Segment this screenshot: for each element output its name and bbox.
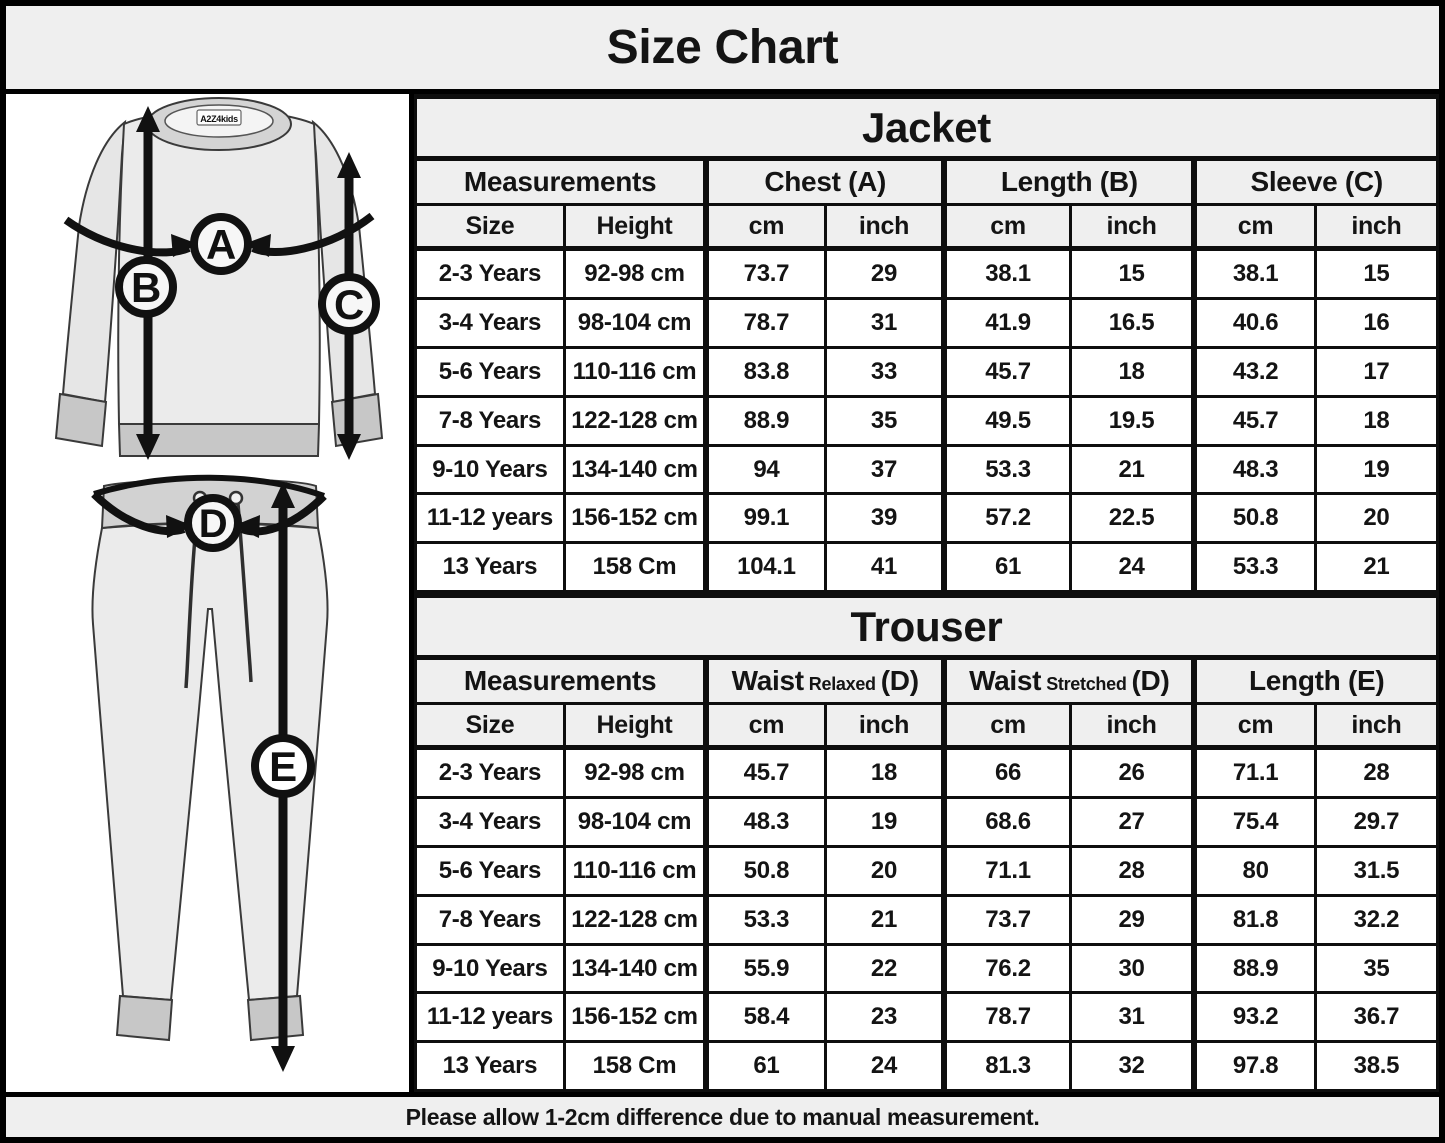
column-group-header [416, 658, 707, 704]
size-tables [414, 94, 1439, 1092]
table-row [416, 396, 1438, 445]
table-cell: 78.7 [706, 299, 825, 348]
table-cell: 71.1 [1194, 748, 1315, 798]
table-cell: 83.8 [706, 348, 825, 397]
measurement-note-text: Please allow 1-2cm difference due to manual measurement. [405, 1103, 1040, 1130]
table-cell: 45.7 [706, 748, 825, 798]
table-row [416, 847, 1438, 896]
measurement-note [6, 1092, 1439, 1137]
table-cell: 27 [1070, 798, 1194, 847]
table-cell: 5-6 Years [416, 847, 565, 896]
table-cell: 76.2 [944, 944, 1070, 993]
marker-a-letter: A [205, 221, 237, 268]
table-cell: 29 [825, 249, 944, 299]
table-cell: 11-12 years [416, 993, 565, 1042]
column-subheader: cm [1194, 704, 1315, 748]
table-row [416, 543, 1438, 592]
table-cell: 15 [1070, 249, 1194, 299]
table-cell: 9-10 Years [416, 445, 565, 494]
table-cell: 81.3 [944, 1042, 1070, 1091]
table-cell: 58.4 [706, 993, 825, 1042]
table-cell: 28 [1070, 847, 1194, 896]
main-area [6, 94, 1439, 1092]
column-group-header [944, 159, 1194, 205]
table-cell: 32 [1070, 1042, 1194, 1091]
table-row [416, 299, 1438, 348]
right-ankle-cuff [248, 996, 303, 1040]
table-cell: 38.5 [1315, 1042, 1437, 1091]
table-cell: 21 [1070, 445, 1194, 494]
table-cell: 50.8 [706, 847, 825, 896]
column-subheader: inch [1070, 704, 1194, 748]
trouser-subheader-row [416, 704, 1438, 748]
table-cell: 61 [944, 543, 1070, 592]
table-cell: 20 [1315, 494, 1437, 543]
table-cell: 156-152 cm [564, 993, 706, 1042]
jacket-section [414, 94, 1439, 593]
table-cell: 122-128 cm [564, 895, 706, 944]
column-subheader: inch [825, 704, 944, 748]
table-cell: 53.3 [1194, 543, 1315, 592]
table-row [416, 798, 1438, 847]
table-cell: 26 [1070, 748, 1194, 798]
table-row [416, 494, 1438, 543]
table-cell: 45.7 [1194, 396, 1315, 445]
left-ankle-cuff [117, 996, 172, 1040]
table-cell: 97.8 [1194, 1042, 1315, 1091]
column-group-header-text: Waist [731, 665, 804, 696]
table-cell: 48.3 [706, 798, 825, 847]
marker-e-letter: E [269, 743, 297, 790]
table-cell: 36.7 [1315, 993, 1437, 1042]
table-cell: 21 [1315, 543, 1437, 592]
table-cell: 104.1 [706, 543, 825, 592]
column-subheader: inch [1315, 205, 1437, 249]
table-row [416, 445, 1438, 494]
table-cell: 19 [1315, 445, 1437, 494]
table-cell: 92-98 cm [564, 748, 706, 798]
table-cell: 19 [825, 798, 944, 847]
table-row [416, 1042, 1438, 1091]
column-subheader: cm [944, 205, 1070, 249]
table-cell: 71.1 [944, 847, 1070, 896]
table-cell: 99.1 [706, 494, 825, 543]
table-cell: 158 Cm [564, 1042, 706, 1091]
table-cell: 18 [1070, 348, 1194, 397]
table-row [416, 993, 1438, 1042]
table-cell: 29.7 [1315, 798, 1437, 847]
table-cell: 18 [1315, 396, 1437, 445]
table-cell: 23 [825, 993, 944, 1042]
table-cell: 2-3 Years [416, 249, 565, 299]
column-group-header [706, 159, 944, 205]
table-cell: 73.7 [944, 895, 1070, 944]
column-subheader: cm [944, 704, 1070, 748]
table-cell: 33 [825, 348, 944, 397]
trouser-table [414, 593, 1439, 1092]
table-cell: 30 [1070, 944, 1194, 993]
table-cell: 31.5 [1315, 847, 1437, 896]
table-cell: 29 [1070, 895, 1194, 944]
column-group-header-text: Measurements [463, 166, 657, 197]
table-cell: 28 [1315, 748, 1437, 798]
table-cell: 38.1 [944, 249, 1070, 299]
column-group-header [706, 658, 944, 704]
column-group-header-text: Measurements [463, 665, 657, 696]
table-cell: 7-8 Years [416, 396, 565, 445]
table-cell: 68.6 [944, 798, 1070, 847]
table-cell: 11-12 years [416, 494, 565, 543]
table-cell: 38.1 [1194, 249, 1315, 299]
table-cell: 75.4 [1194, 798, 1315, 847]
table-cell: 17 [1315, 348, 1437, 397]
garment-sketch [6, 94, 409, 1092]
left-cuff [56, 394, 106, 446]
column-subheader: Height [564, 704, 706, 748]
table-cell: 55.9 [706, 944, 825, 993]
table-cell: 19.5 [1070, 396, 1194, 445]
table-cell: 32.2 [1315, 895, 1437, 944]
table-cell: 13 Years [416, 543, 565, 592]
table-cell: 98-104 cm [564, 798, 706, 847]
table-cell: 3-4 Years [416, 299, 565, 348]
column-subheader: inch [1070, 205, 1194, 249]
table-cell: 22 [825, 944, 944, 993]
table-cell: 24 [825, 1042, 944, 1091]
table-cell: 2-3 Years [416, 748, 565, 798]
table-cell: 81.8 [1194, 895, 1315, 944]
marker-d-letter: D [198, 502, 228, 546]
table-cell: 41.9 [944, 299, 1070, 348]
column-subheader: inch [825, 205, 944, 249]
column-subheader: Size [416, 704, 565, 748]
table-cell: 5-6 Years [416, 348, 565, 397]
table-cell: 93.2 [1194, 993, 1315, 1042]
page-title [6, 6, 1439, 94]
column-subheader: inch [1315, 704, 1437, 748]
column-subheader: Height [564, 205, 706, 249]
column-subheader: Size [416, 205, 565, 249]
table-cell: 110-116 cm [564, 348, 706, 397]
table-cell: 31 [1070, 993, 1194, 1042]
table-cell: 13 Years [416, 1042, 565, 1091]
table-cell: 22.5 [1070, 494, 1194, 543]
table-cell: 92-98 cm [564, 249, 706, 299]
table-cell: 156-152 cm [564, 494, 706, 543]
table-cell: 158 Cm [564, 543, 706, 592]
column-group-header-text: (D) [880, 665, 919, 696]
table-row [416, 895, 1438, 944]
table-cell: 21 [825, 895, 944, 944]
table-cell: 78.7 [944, 993, 1070, 1042]
table-cell: 43.2 [1194, 348, 1315, 397]
table-cell: 35 [825, 396, 944, 445]
table-row [416, 944, 1438, 993]
table-row [416, 348, 1438, 397]
column-subheader: cm [706, 704, 825, 748]
jacket-group-header-row [416, 159, 1438, 205]
column-group-header-text: Relaxed [808, 674, 876, 694]
table-cell: 61 [706, 1042, 825, 1091]
table-cell: 57.2 [944, 494, 1070, 543]
column-group-header-text: Sleeve (C) [1250, 166, 1383, 197]
table-cell: 37 [825, 445, 944, 494]
table-cell: 80 [1194, 847, 1315, 896]
sleeve-arrow-down [337, 434, 361, 460]
left-sleeve [63, 122, 125, 402]
table-cell: 35 [1315, 944, 1437, 993]
table-cell: 40.6 [1194, 299, 1315, 348]
table-cell: 53.3 [944, 445, 1070, 494]
column-group-header [1194, 159, 1437, 205]
table-cell: 88.9 [1194, 944, 1315, 993]
table-cell: 3-4 Years [416, 798, 565, 847]
table-cell: 94 [706, 445, 825, 494]
table-cell: 9-10 Years [416, 944, 565, 993]
table-cell: 49.5 [944, 396, 1070, 445]
trouser-section [414, 593, 1439, 1092]
brand-label-text: A2Z4kids [200, 114, 238, 124]
table-cell: 110-116 cm [564, 847, 706, 896]
table-cell: 31 [825, 299, 944, 348]
trouser-group-header-row [416, 658, 1438, 704]
table-cell: 134-140 cm [564, 944, 706, 993]
column-group-header-text: Waist [969, 665, 1042, 696]
trouser-title-row [416, 596, 1438, 658]
table-cell: 50.8 [1194, 494, 1315, 543]
column-group-header-text: Length (E) [1248, 665, 1385, 696]
trouser-length-arrow-down [271, 1046, 295, 1072]
table-cell: 18 [825, 748, 944, 798]
table-cell: 98-104 cm [564, 299, 706, 348]
table-cell: 45.7 [944, 348, 1070, 397]
jacket-title-row [416, 97, 1438, 159]
column-subheader: cm [706, 205, 825, 249]
jacket-table [414, 94, 1439, 593]
table-cell: 20 [825, 847, 944, 896]
table-cell: 16.5 [1070, 299, 1194, 348]
column-group-header-text: Chest (A) [764, 166, 887, 197]
column-group-header-text: Length (B) [1000, 166, 1138, 197]
table-cell: 15 [1315, 249, 1437, 299]
jacket-subheader-row [416, 205, 1438, 249]
page-title-text: Size Chart [606, 21, 839, 74]
sweatshirt-drawing [56, 98, 382, 456]
table-cell: 24 [1070, 543, 1194, 592]
table-cell: 41 [825, 543, 944, 592]
table-cell: 66 [944, 748, 1070, 798]
marker-c-letter: C [333, 281, 365, 328]
table-cell: 122-128 cm [564, 396, 706, 445]
column-group-header-text: (D) [1131, 665, 1170, 696]
table-cell: 39 [825, 494, 944, 543]
garment-illustration [6, 94, 414, 1092]
table-cell: 88.9 [706, 396, 825, 445]
trouser-section-title: Trouser [416, 596, 1438, 658]
table-cell: 53.3 [706, 895, 825, 944]
table-cell: 134-140 cm [564, 445, 706, 494]
column-group-header [416, 159, 707, 205]
table-row [416, 249, 1438, 299]
marker-b-letter: B [130, 264, 162, 311]
column-group-header-text: Stretched [1046, 674, 1127, 694]
table-cell: 48.3 [1194, 445, 1315, 494]
jacket-section-title: Jacket [416, 97, 1438, 159]
table-cell: 7-8 Years [416, 895, 565, 944]
table-row [416, 748, 1438, 798]
table-cell: 16 [1315, 299, 1437, 348]
column-group-header [944, 658, 1194, 704]
column-group-header [1194, 658, 1437, 704]
column-subheader: cm [1194, 205, 1315, 249]
table-cell: 73.7 [706, 249, 825, 299]
